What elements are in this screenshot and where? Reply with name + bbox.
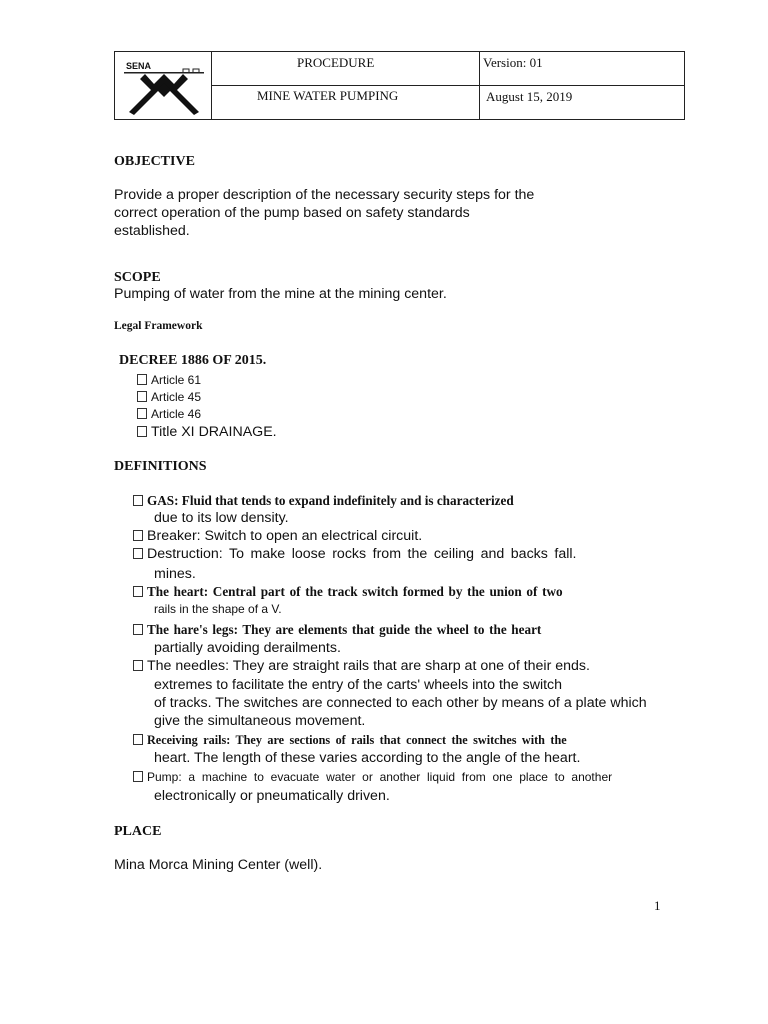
bullet-icon bbox=[133, 530, 143, 541]
definition-gas-cont: due to its low density. bbox=[154, 510, 289, 526]
bullet-icon bbox=[133, 586, 143, 597]
decree-title: DECREE 1886 OF 2015. bbox=[119, 353, 267, 368]
page-number: 1 bbox=[654, 898, 661, 913]
definition-destruction-cont: mines. bbox=[154, 566, 196, 582]
definition-receiving-rails-cont: heart. The length of these varies according to the angle of the heart. bbox=[154, 750, 581, 766]
header-divider bbox=[212, 85, 684, 86]
definition-needles-cont: extremes to facilitate the entry of the carts' wheels into the switch bbox=[154, 677, 563, 693]
scope-heading: SCOPE bbox=[114, 270, 161, 285]
legal-item: Article 45 bbox=[137, 390, 201, 404]
bullet-icon bbox=[137, 391, 147, 402]
definition-needles-cont: of tracks. The switches are connected to each other by means of a plate which bbox=[154, 695, 647, 711]
bullet-icon bbox=[133, 624, 143, 635]
document-header-table bbox=[114, 51, 685, 120]
definition-needles-cont: give the simultaneous movement. bbox=[154, 713, 366, 729]
definition-hare-legs: The hare's legs: They are elements that guide the wheel to the heart bbox=[133, 622, 541, 638]
objective-line: correct operation of the pump based on safety standards bbox=[114, 205, 470, 221]
bullet-icon bbox=[133, 771, 143, 782]
legal-framework-heading: Legal Framework bbox=[114, 320, 203, 332]
definition-heart: The heart: Central part of the track switch formed by the union of two bbox=[133, 584, 563, 600]
procedure-label: PROCEDURE bbox=[297, 55, 375, 70]
document-date: August 15, 2019 bbox=[486, 89, 573, 104]
bullet-icon bbox=[133, 734, 143, 745]
definitions-heading: DEFINITIONS bbox=[114, 459, 207, 474]
objective-line: Provide a proper description of the necessary security steps for the bbox=[114, 187, 535, 203]
bullet-icon bbox=[137, 374, 147, 385]
bullet-icon bbox=[133, 495, 143, 506]
definition-pump-cont: electronically or pneumatically driven. bbox=[154, 788, 390, 804]
document-title: MINE WATER PUMPING bbox=[257, 88, 399, 103]
definition-needles: The needles: They are straight rails that are sharp at one of their ends. bbox=[133, 658, 590, 674]
definition-destruction: Destruction: To make loose rocks from the ceiling and backs fall. bbox=[133, 546, 603, 562]
bullet-icon bbox=[133, 548, 143, 559]
legal-item: Article 46 bbox=[137, 407, 201, 421]
bullet-icon bbox=[137, 408, 147, 419]
legal-item: Title XI DRAINAGE. bbox=[137, 424, 277, 440]
definition-heart-cont: rails in the shape of a V. bbox=[154, 602, 282, 616]
objective-line: established. bbox=[114, 223, 190, 239]
definition-gas: GAS: Fluid that tends to expand indefinitely and is characterized bbox=[133, 493, 514, 509]
definition-breaker: Breaker: Switch to open an electrical circuit. bbox=[133, 528, 422, 544]
objective-heading: OBJECTIVE bbox=[114, 154, 195, 169]
version-label: Version: 01 bbox=[483, 55, 543, 70]
scope-text: Pumping of water from the mine at the mining center. bbox=[114, 286, 447, 302]
legal-item: Article 61 bbox=[137, 373, 201, 387]
sena-logo bbox=[121, 60, 207, 116]
definition-receiving-rails: Receiving rails: They are sections of rails that connect the switches with the bbox=[133, 733, 567, 748]
definition-hare-legs-cont: partially avoiding derailments. bbox=[154, 640, 341, 656]
place-heading: PLACE bbox=[114, 824, 162, 839]
logo-text: SENA bbox=[126, 61, 152, 71]
place-text: Mina Morca Mining Center (well). bbox=[114, 857, 323, 873]
definition-pump: Pump: a machine to evacuate water or another liquid from one place to another bbox=[133, 770, 612, 784]
bullet-icon bbox=[137, 426, 147, 437]
bullet-icon bbox=[133, 660, 143, 671]
